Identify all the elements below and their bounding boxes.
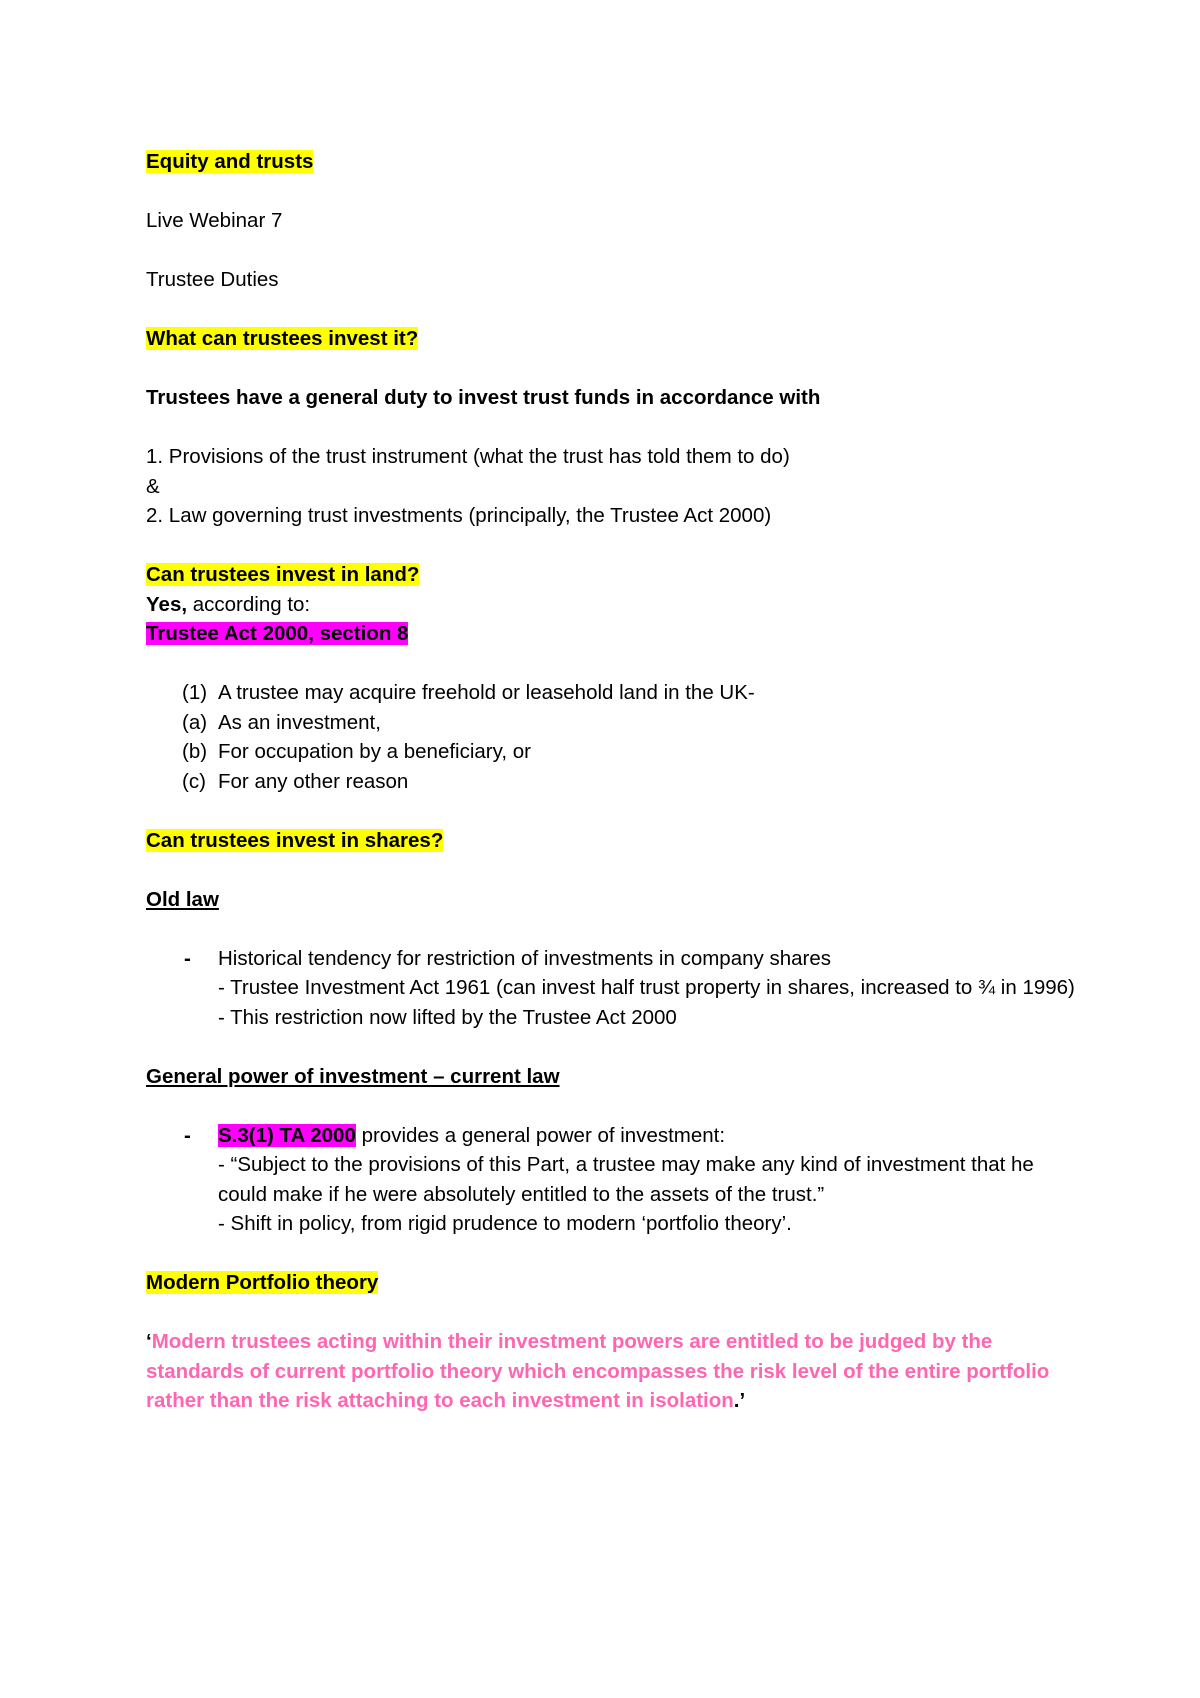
topic-label: Trustee Duties: [146, 268, 279, 291]
yes-bold: Yes,: [146, 592, 188, 616]
old-law-heading: Old law: [146, 887, 219, 911]
general-power-rest: provides a general power of investment:: [355, 1123, 726, 1147]
quote-text: Modern trustees acting within their investment powers are entitled to be judged by the standards of current portfolio theory which encompasses the risk level of the entire portfolio rather than the risk attaching to each investment in isolation: [146, 1330, 1050, 1412]
list-text: A trustee may acquire freehold or leasehold land in the UK-: [218, 681, 755, 704]
question-invest-heading-line: [146, 324, 1076, 354]
list-number: (a): [182, 710, 208, 734]
land-list-item: [146, 708, 1076, 738]
duty-item-1: 1. Provisions of the trust instrument (what the trust has told them to do): [146, 445, 790, 468]
old-law-line-2: - Trustee Investment Act 1961 (can invest half trust property in shares, increased to ¾ in 1996): [218, 976, 1075, 999]
land-list-item: [146, 737, 1076, 767]
portfolio-heading: Modern Portfolio theory: [146, 1271, 379, 1294]
old-law-bullet: [146, 944, 1076, 1033]
question-shares-heading-line: [146, 826, 1076, 856]
general-power-heading: General power of investment – current law: [146, 1064, 560, 1088]
ampersand: &: [146, 474, 160, 498]
general-power-bullet: [146, 1121, 1076, 1239]
quote-close-mark: .’: [733, 1389, 746, 1412]
question-shares-heading: Can trustees invest in shares?: [146, 828, 444, 852]
portfolio-quote: [146, 1327, 1076, 1416]
portfolio-heading-line: [146, 1268, 1076, 1298]
general-power-line-3: - Shift in policy, from rigid prudence to modern ‘portfolio theory’.: [218, 1212, 792, 1235]
bullet-dash: -: [184, 946, 191, 970]
list-text: As an investment,: [218, 710, 381, 734]
duty-item-2: 2. Law governing trust investments (principally, the Trustee Act 2000): [146, 504, 772, 527]
document-title: Equity and trusts: [146, 150, 314, 173]
question-invest-heading: What can trustees invest it?: [146, 327, 419, 350]
list-number: (c): [182, 769, 206, 793]
list-number: (1): [182, 681, 208, 704]
yes-line: [146, 590, 1076, 620]
bullet-dash: -: [184, 1123, 191, 1147]
title-line: [146, 147, 1076, 177]
list-text: For any other reason: [218, 769, 409, 793]
statute-line: [146, 619, 1076, 649]
land-list-item: [146, 678, 1076, 708]
question-land-heading-line: [146, 560, 1076, 590]
statute-citation: Trustee Act 2000, section 8: [146, 622, 409, 645]
document-body: [146, 147, 1076, 1416]
question-land-heading: Can trustees invest in land?: [146, 563, 420, 586]
section-citation: S.3(1) TA 2000: [218, 1123, 356, 1147]
list-text: For occupation by a beneficiary, or: [218, 740, 531, 763]
quote-open-mark: ‘: [146, 1330, 152, 1353]
yes-rest: according to:: [187, 592, 311, 616]
old-law-line-1: Historical tendency for restriction of investments in company shares: [218, 946, 831, 970]
list-number: (b): [182, 740, 208, 763]
general-power-line-2: - “Subject to the provisions of this Part, a trustee may make any kind of investment that he could make if he were absolutely entitled to the assets of the trust.”: [218, 1153, 1034, 1206]
old-law-line-3: - This restriction now lifted by the Trustee Act 2000: [218, 1005, 677, 1029]
webinar-label: Live Webinar 7: [146, 209, 283, 232]
land-list-item: [146, 767, 1076, 797]
duty-intro: Trustees have a general duty to invest trust funds in accordance with: [146, 386, 821, 409]
general-power-line-1: [218, 1121, 1076, 1151]
